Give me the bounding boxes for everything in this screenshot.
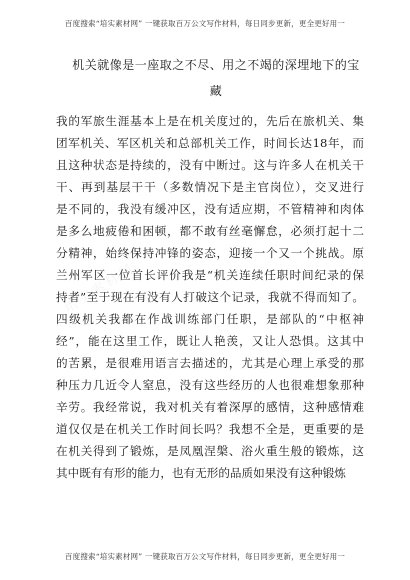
body-line: 辛劳。我经常说，我对机关有着深厚的感情，这种感情难 — [56, 400, 364, 414]
body-line: 分精神，始终保持冲锋的姿态，迎接一个又一个挑战。原 — [56, 246, 364, 260]
header-banner: 百度搜索“培实素材网” 一键获取百万公文写作材料，每日同步更新，更全更好用一 — [64, 19, 346, 28]
body-line: 四级机关我都在作战训练部门任职，是部队的“中枢神 — [56, 312, 364, 326]
document-title-line-1: 机关就像是一座取之不尽、用之不竭的深埋地下的宝 — [72, 58, 360, 72]
body-line: 是多么地疲倦和困顿，都不敢有丝毫懈怠，必须打起十二 — [56, 224, 364, 238]
body-line: 兰州军区一位首长评价我是“机关连续任职时间纪录的保 — [56, 268, 364, 282]
document-title-line-2: 藏 — [209, 84, 223, 98]
body-line: 种压力几近令人窒息，没有这些经历的人也很难想象那种 — [56, 378, 364, 392]
body-line: 且这种状态是持续的，没有中断过。这与许多人在机关干 — [56, 158, 364, 172]
body-line: 道仅仅是在机关工作时间长吗？我想不全是，更重要的是 — [56, 422, 364, 436]
body-line: 干、再到基层干干（多数情况下是主官岗位），交叉进行 — [56, 180, 364, 194]
document-title — [56, 52, 376, 104]
watermark: 培实素材网 — [62, 260, 138, 317]
footer-banner: 百度搜索“培实素材网” 一键获取百万公文写作材料，每日同步更新，更全更好用一 — [64, 552, 346, 561]
document-body — [56, 110, 364, 484]
body-line: 其中既有有形的能力，也有无形的品质如果没有这种锻炼 — [56, 466, 346, 480]
body-line: 经”，能在这里工作，既让人艳羡，又让人恐惧。这其中 — [56, 334, 364, 348]
body-line: 在机关得到了锻炼，是凤凰涅槃、浴火重生般的锻炼，这 — [56, 444, 364, 458]
body-line: 持者”至于现在有没有人打破这个记录，我就不得而知了。 — [56, 290, 364, 304]
body-line: 我的军旅生涯基本上是在机关度过的，先后在旅机关、集 — [56, 114, 364, 128]
body-line: 的苦累，是很难用语言去描述的，尤其是心理上承受的那 — [56, 356, 364, 370]
body-line: 是不同的，我没有缓冲区，没有适应期，不管精神和肉体 — [56, 202, 364, 216]
body-line: 团军机关、军区机关和总部机关工作，时间长达18年，而 — [56, 136, 364, 150]
